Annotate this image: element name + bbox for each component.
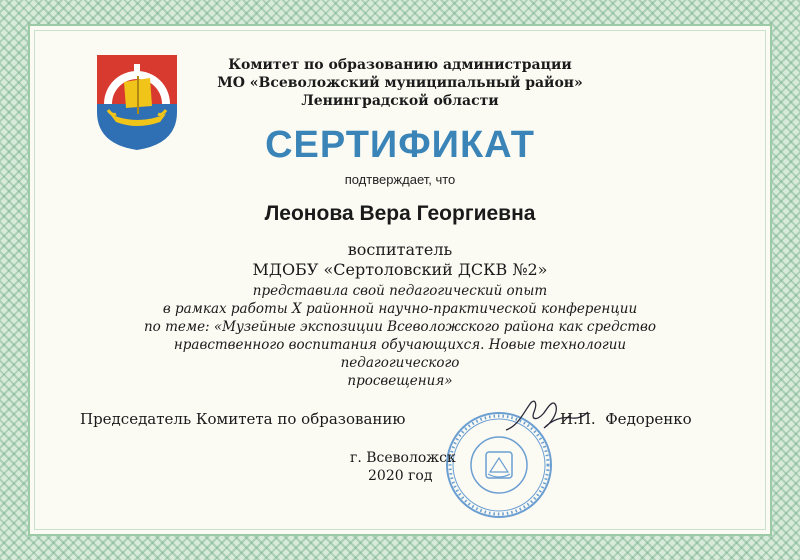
description-line: по теме: «Музейные экспозиции Всеволожского района как средство xyxy=(143,319,657,335)
org-line-2: МО «Всеволожский муниципальный район» xyxy=(217,75,583,91)
achievement-description xyxy=(120,282,680,390)
organization-header xyxy=(190,56,610,110)
issue-city: г. Всеволожск xyxy=(350,450,456,466)
recipient-name: Леонова Вера Георгиевна xyxy=(264,202,536,225)
signer-name: И.П. Федоренко xyxy=(560,410,692,428)
recipient-position: воспитатель xyxy=(347,240,453,259)
description-line: нравственного воспитания обучающихся. Новые технологии педагогического xyxy=(173,337,627,371)
org-line-3: Ленинградской области xyxy=(301,93,499,109)
certificate-title: СЕРТИФИКАТ xyxy=(265,124,535,166)
org-line-1: Комитет по образованию администрации xyxy=(228,57,572,73)
description-line: представила свой педагогический опыт xyxy=(252,283,548,299)
description-line: в рамках работы X районной научно-практической конференции xyxy=(162,301,638,317)
recipient-institution: МДОБУ «Сертоловский ДСКВ №2» xyxy=(252,260,548,279)
confirms-text: подтверждает, что xyxy=(344,172,456,187)
chair-title: Председатель Комитета по образованию xyxy=(80,410,406,428)
issue-year: 2020 год xyxy=(368,468,433,484)
description-line: просвещения» xyxy=(347,373,453,389)
